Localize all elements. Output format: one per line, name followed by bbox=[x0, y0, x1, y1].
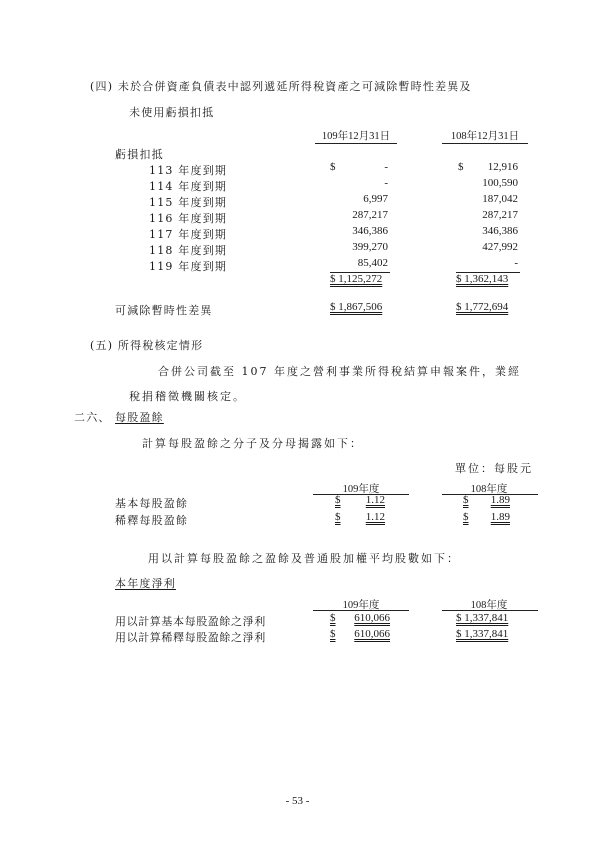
row-value-2020: 6,997 bbox=[363, 193, 388, 205]
section-4-title-line2: 未使用虧損扣抵 bbox=[129, 106, 215, 119]
row-label: 114 年度到期 bbox=[149, 180, 228, 193]
deductible-2020: $ 1,867,506 bbox=[330, 301, 383, 313]
diluted-eps-label: 稀釋每股盈餘 bbox=[115, 514, 189, 527]
subtotal-2019: $ 1,362,143 bbox=[456, 273, 509, 285]
basic-eps-2019: $ 1.89 bbox=[463, 494, 510, 506]
diluted-net-income-label: 用以計算稀釋每股盈餘之淨利 bbox=[115, 631, 266, 644]
page-number: - 53 - bbox=[285, 795, 310, 807]
row-value-2020: 85,402 bbox=[357, 257, 388, 269]
section-5-paragraph-line1: 合併公司截至 107 年度之營利事業所得稅結算申報案件，業經 bbox=[158, 365, 521, 378]
header-rule bbox=[315, 143, 397, 144]
row-value-2019: 100,590 bbox=[482, 177, 518, 189]
section-5-title: (五) 所得稅核定情形 bbox=[90, 339, 204, 352]
row-value-2019: 287,217 bbox=[482, 209, 518, 221]
deductible-2019: $ 1,772,694 bbox=[456, 301, 509, 313]
row-label: 117 年度到期 bbox=[149, 228, 228, 241]
col-header-2020: 109年度 bbox=[342, 600, 380, 611]
section-26-prefix: 二六、 bbox=[74, 411, 111, 424]
row-value-2019: - bbox=[514, 257, 518, 269]
col-header-2019: 108年度 bbox=[470, 484, 508, 495]
unit-label: 單位：每股元 bbox=[455, 462, 533, 475]
basic-eps-2020: $ 1.12 bbox=[335, 494, 385, 506]
row-value-2019: $ 12,916 bbox=[458, 161, 518, 173]
subtotal-2020: $ 1,125,272 bbox=[330, 273, 383, 285]
row-value-2020: - bbox=[384, 177, 388, 189]
category-loss-carryforward: 虧損扣抵 bbox=[115, 148, 164, 161]
row-value-2019: 427,992 bbox=[482, 241, 518, 253]
section-26-paragraph: 用以計算每股盈餘之盈餘及普通股加權平均股數如下： bbox=[148, 552, 460, 565]
row-label: 116 年度到期 bbox=[149, 212, 228, 225]
basic-eps-label: 基本每股盈餘 bbox=[115, 497, 189, 510]
row-value-2020: 287,217 bbox=[352, 209, 388, 221]
row-value-2019: 346,386 bbox=[482, 225, 518, 237]
row-value-2020: 346,386 bbox=[352, 225, 388, 237]
row-label: 118 年度到期 bbox=[149, 244, 228, 257]
header-rule bbox=[442, 610, 538, 611]
basic-net-income-2020: $ 610,066 bbox=[330, 612, 390, 624]
header-rule bbox=[442, 143, 528, 144]
diluted-net-income-2019: $ 1,337,841 bbox=[456, 628, 509, 640]
diluted-eps-2019: $ 1.89 bbox=[463, 511, 510, 523]
row-label: 119 年度到期 bbox=[149, 260, 228, 273]
section-26-title: 每股盈餘 bbox=[115, 411, 164, 424]
section-26-intro: 計算每股盈餘之分子及分母揭露如下： bbox=[142, 437, 363, 450]
net-income-subtitle: 本年度淨利 bbox=[115, 577, 176, 590]
diluted-eps-2020: $ 1.12 bbox=[335, 511, 385, 523]
row-label: 113 年度到期 bbox=[149, 164, 228, 177]
col-header-2020: 109年度 bbox=[342, 484, 380, 495]
row-value-2019: 187,042 bbox=[482, 193, 518, 205]
row-label: 115 年度到期 bbox=[149, 196, 228, 209]
col-header-2019-12-31: 108年12月31日 bbox=[450, 131, 520, 142]
diluted-net-income-2020: $ 610,066 bbox=[330, 628, 390, 640]
row-value-2020: 399,270 bbox=[352, 241, 388, 253]
section-5-paragraph-line2: 稅捐稽徵機關核定。 bbox=[129, 390, 246, 403]
basic-net-income-label: 用以計算基本每股盈餘之淨利 bbox=[115, 615, 266, 628]
col-header-2020-12-31: 109年12月31日 bbox=[321, 131, 391, 142]
basic-net-income-2019: $ 1,337,841 bbox=[456, 612, 509, 624]
deductible-temp-diff-label: 可減除暫時性差異 bbox=[115, 304, 213, 317]
row-value-2020: $ - bbox=[330, 161, 388, 173]
col-header-2019: 108年度 bbox=[470, 600, 508, 611]
section-4-title-line1: (四) 未於合併資產負債表中認列遞延所得稅資產之可減除暫時性差異及 bbox=[90, 80, 472, 93]
header-rule bbox=[313, 610, 409, 611]
